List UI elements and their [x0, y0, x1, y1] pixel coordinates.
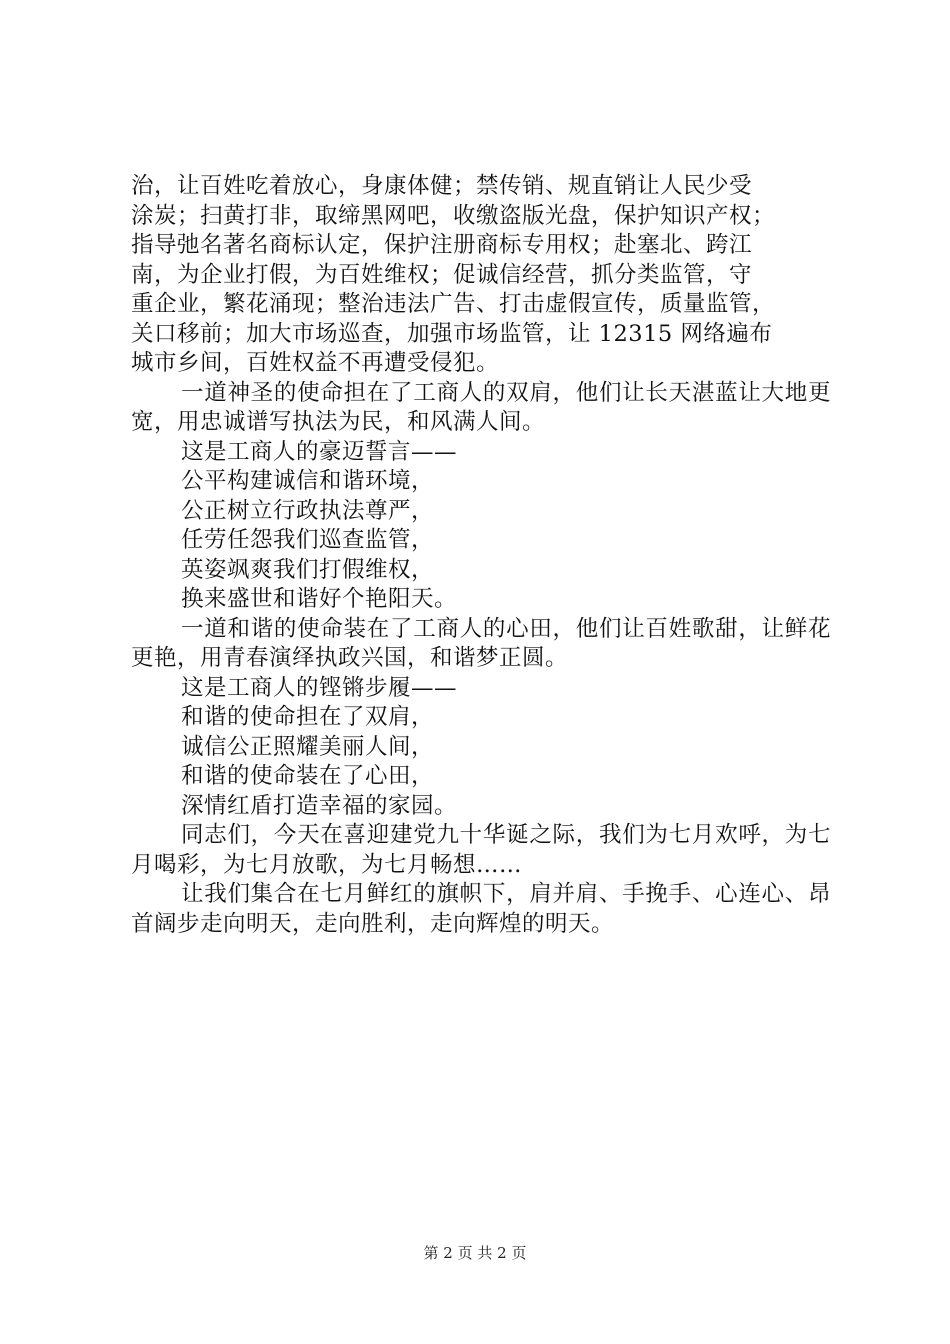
paragraph: 公平构建诚信和谐环境，	[181, 468, 435, 494]
document-body	[131, 172, 831, 939]
paragraph: 让我们集合在七月鲜红的旗帜下，肩并肩、手挽手、心连心、昂首阔步走向明天，走向胜利，走向辉煌的明天。	[131, 881, 831, 937]
paragraph: 诚信公正照耀美丽人间，	[181, 733, 435, 760]
paragraph: 公正树立行政执法尊严，	[181, 497, 435, 524]
paragraph: 换来盛世和谐好个艳阳天。	[181, 586, 458, 612]
paragraph: 深情红盾打造幸福的家园。	[181, 792, 458, 819]
paragraph: 一道和谐的使命装在了工商人的心田，他们让百姓歌甜，让鲜花更艳，用青春演绎执政兴国，和谐梦正圆。	[131, 615, 831, 671]
paragraph: 一道神圣的使命担在了工商人的双肩，他们让长天湛蓝让大地更宽，用忠诚谱写执法为民，和风满人间。	[131, 379, 831, 435]
paragraph: 和谐的使命担在了双肩，	[181, 704, 435, 730]
paragraph: 这是工商人的铿锵步履——	[181, 674, 458, 701]
paragraph: 和谐的使命装在了心田，	[181, 763, 435, 789]
page-footer: 第 2 页 共 2 页	[423, 1244, 527, 1262]
paragraph: 任劳任怨我们巡查监管，	[181, 527, 435, 553]
paragraph: 这是工商人的豪迈誓言——	[181, 438, 458, 465]
paragraph: 同志们，今天在喜迎建党九十华诞之际，我们为七月欢呼，为七月喝彩，为七月放歌，为七月畅想……	[131, 822, 831, 878]
paragraph: 英姿飒爽我们打假维权，	[181, 556, 435, 583]
paragraph: 治，让百姓吃着放心，身康体健；禁传销、规直销让人民少受 涂炭；扫黄打非，取缔黑网吧，收缴盗版光盘，保护知识产权； 指导弛名著名商标认定，保护注册商标专用权；赴塞北、跨江 南，为企业打假，为百姓维权；促诚信经营，抓分类监管，守 重企业，繁花涌现；整治违法广告、打击虚假宣传，质量监管， 关口移前；加大市场巡查，加强市场监管，让 12315 网络遍布 城市乡间，百姓权益不再遭受侵犯。	[131, 173, 776, 376]
